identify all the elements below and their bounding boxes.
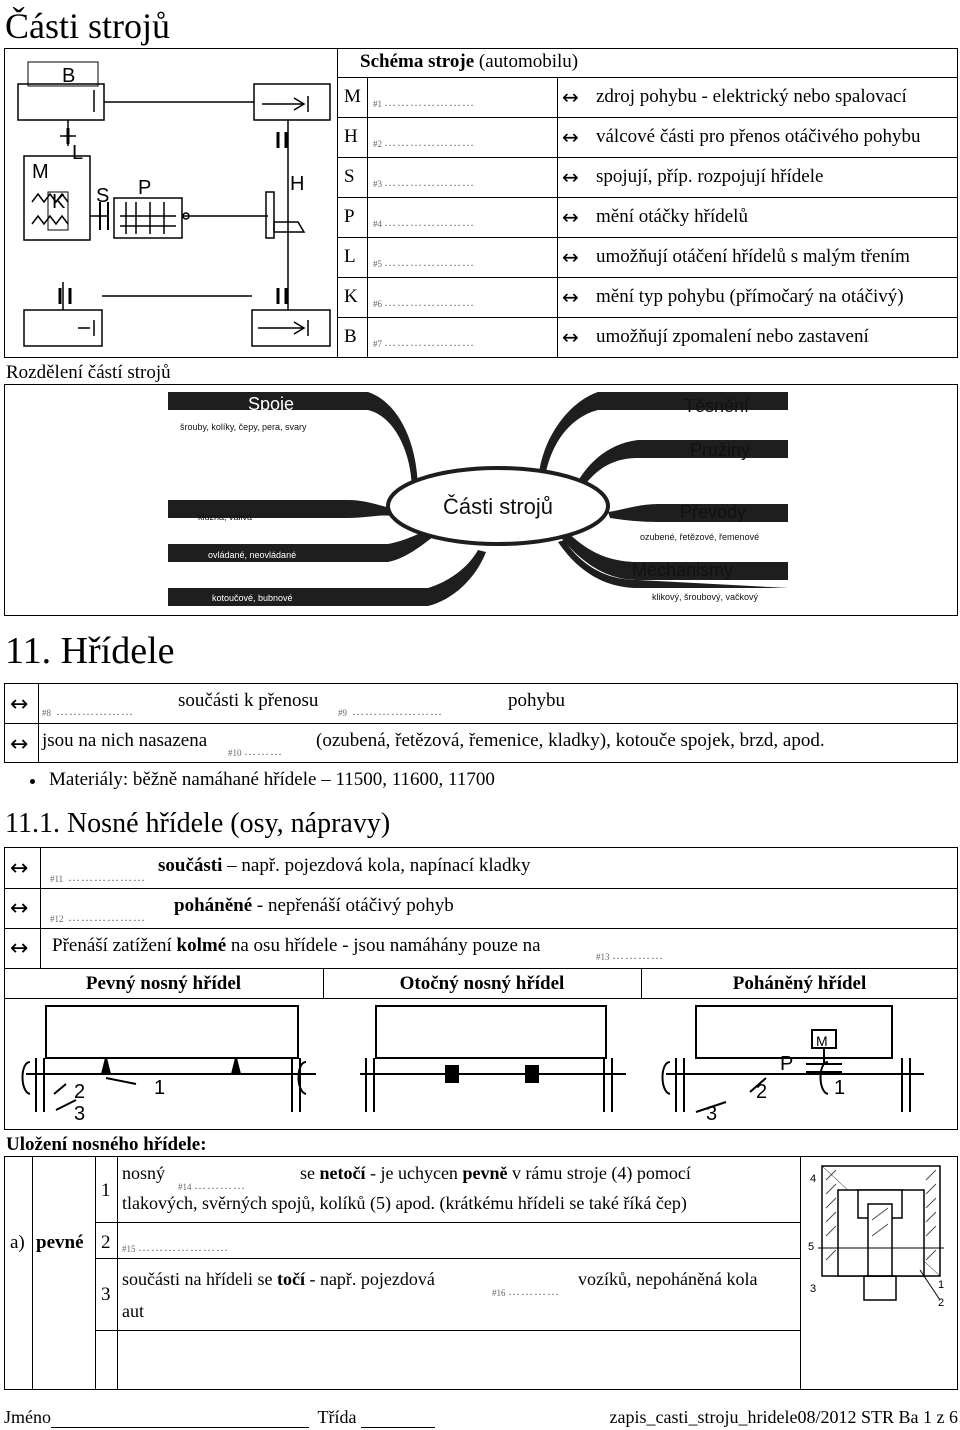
footer-class-label: Třída [317,1407,357,1427]
bearing-row-1: #11 ……………… součásti – např. pojezdová kola, napínací kladky [50,855,531,884]
schema-letter: M [344,86,361,107]
col-head-rotating: Otočný nosný hřídel [399,973,565,994]
mount-row-1: nosný #14 ………… se netočí - je uchycen pevně v rámu stroje (4) pomocí tlakových, svěrných spojů, kolíků (5) apod. (krátkému hřídeli se také říká čep) [122,1163,691,1213]
mount-row-3: součásti na hřídeli se točí - např. pojezdová #16 ………… vozíků, nepoháněná kola aut [122,1269,758,1321]
mm-right-3-sub: klikový, šroubový, vačkový [652,592,759,602]
blank-number: #6 [373,299,382,309]
schema-letter: H [344,126,358,147]
blank-number: #4 [373,219,382,229]
bearing-row-2: #12 ……………… poháněné - nepřenáší otáčivý pohyb [50,895,454,924]
driven-label-1: 1 [834,1077,846,1099]
blank-dots: ………………… [384,335,475,349]
row-2-number: 2 [101,1232,111,1253]
mm-left-2-sub: ovládané, neovládané [208,550,297,560]
arrow-icon: ↔ [10,692,29,717]
bullet-icon [30,779,35,784]
schema-description: mění typ pohybu (přímočarý na otáčivý) [596,286,904,307]
arrow-icon: ↔ [562,285,579,309]
footer-name-label: Jméno [4,1407,51,1427]
schema-description: mění otáčky hřídelů [596,206,748,227]
mm-left-0-sub: šrouby, kolíky, čepy, pera, svary [180,422,307,432]
blank-number: #7 [373,339,382,349]
schema-letter: K [344,286,358,307]
blank-dots: ………………… [384,175,475,189]
blank-number: #2 [373,139,382,149]
shaft-row-2: jsou na nich nasazena #10 ……… (ozubená, řetězová, řemenice, kladky), kotouče spojek, brzd, apod. [42,730,825,758]
car-label-k: K [52,191,66,213]
footer-name-field[interactable] [51,1411,309,1428]
mm-left-3-sub: kotoučové, bubnové [212,593,293,603]
mm-left-0-title: Spoje [248,394,295,414]
driven-label-p: P [780,1053,794,1075]
car-label-p: P [138,177,152,199]
section-11-title: 11. Hřídele [5,630,175,672]
arrow-icon: ↔ [562,205,579,229]
fig-label-3: 3 [810,1283,817,1295]
mm-right-2-title: Převody [680,502,747,522]
arrow-icon: ↔ [562,325,579,349]
footer-class-field[interactable] [361,1411,435,1428]
mount-row-2: #15 ………………… [122,1240,229,1254]
blank-dots: ………………… [384,135,475,149]
blank-number: #3 [373,179,382,189]
fig-label-2: 2 [938,1297,945,1309]
mount-figure [804,1160,956,1320]
schema-letter: L [344,246,356,267]
footer [4,1406,958,1428]
schema-description: spojují, příp. rozpojují hřídele [596,166,824,187]
mm-right-0-title: Těsnění [684,396,750,416]
blank-dots: ………………… [384,95,475,109]
blank-dots: ………………… [384,295,475,309]
driven-label-m: M [816,1033,828,1049]
mindmap-center: Části strojů [442,494,554,519]
fig-label-4: 4 [810,1173,817,1185]
car-label-l: L [72,142,84,164]
fixed-label-1: 1 [154,1077,166,1099]
variant-a-label: a) [10,1232,25,1253]
driven-label-3: 3 [706,1103,718,1125]
car-label-s: S [96,185,110,207]
row-1-number: 1 [101,1180,111,1201]
footer-reference: zapis_casti_stroju_hridele08/2012 STR Ba 1 z 6 [609,1407,958,1427]
schema-heading: Schéma stroje (automobilu) [360,51,579,72]
bearing-row-3: Přenáší zatížení kolmé na osu hřídele - jsou namáhány pouze na #13 ………… [52,935,664,962]
schema-letter: B [344,326,357,347]
car-label-m: M [32,161,49,183]
mm-right-3-title: Mechanismy [632,560,734,580]
arrow-icon: ↔ [10,896,29,921]
blank-dots: ………………… [384,255,475,269]
fixed-label-3: 3 [74,1103,86,1125]
schema-letter: S [344,166,355,187]
fixed-label-2: 2 [74,1081,86,1103]
col-head-fixed: Pevný nosný hřídel [85,973,242,994]
arrow-icon: ↔ [562,245,579,269]
driven-label-2: 2 [756,1081,768,1103]
car-label-h: H [290,173,305,195]
mm-right-1-title: Pružiny [690,440,751,460]
arrow-icon: ↔ [10,936,29,961]
fig-label-5: 5 [808,1241,815,1253]
materials-bullet: Materiály: běžně namáhané hřídele – 11500, 11600, 11700 [30,769,495,791]
mindmap [168,392,788,612]
blank-number: #5 [373,259,382,269]
mm-right-2-sub: ozubené, řetězové, řemenové [640,532,760,542]
arrow-icon: ↔ [562,125,579,149]
page-title: Části strojů [5,6,171,46]
schema-letter: P [344,206,355,227]
mm-left-1-sub: kluzná, valivá [198,512,253,522]
blank-dots: ………………… [384,215,475,229]
fig-label-1: 1 [938,1279,945,1291]
schema-description: umožňují otáčení hřídelů s malým třením [596,246,910,267]
shaft-row-1: #8 ……………… součásti k přenosu #9 ………………… pohybu [42,690,565,718]
blank-number: #1 [373,99,382,109]
car-schematic [8,52,336,352]
car-label-b: B [62,65,76,87]
shaft-diagrams [6,1002,956,1128]
row-3-number: 3 [101,1284,111,1305]
arrow-icon: ↔ [562,165,579,189]
variant-a-word: pevné [36,1232,84,1253]
schema-description: umožňují zpomalení nebo zastavení [596,326,869,347]
schema-description: zdroj pohybu - elektrický nebo spalovací [596,86,907,107]
col-head-driven: Poháněný hřídel [732,973,867,994]
arrow-icon: ↔ [10,856,29,881]
section-11-1-title: 11.1. Nosné hřídele (osy, nápravy) [5,808,391,839]
arrow-icon: ↔ [562,85,579,109]
schema-description: válcové části pro přenos otáčivého pohybu [596,126,921,147]
bearing-mount-title: Uložení nosného hřídele: [6,1134,207,1155]
division-label: Rozdělení částí strojů [6,362,171,383]
arrow-icon: ↔ [10,732,29,757]
